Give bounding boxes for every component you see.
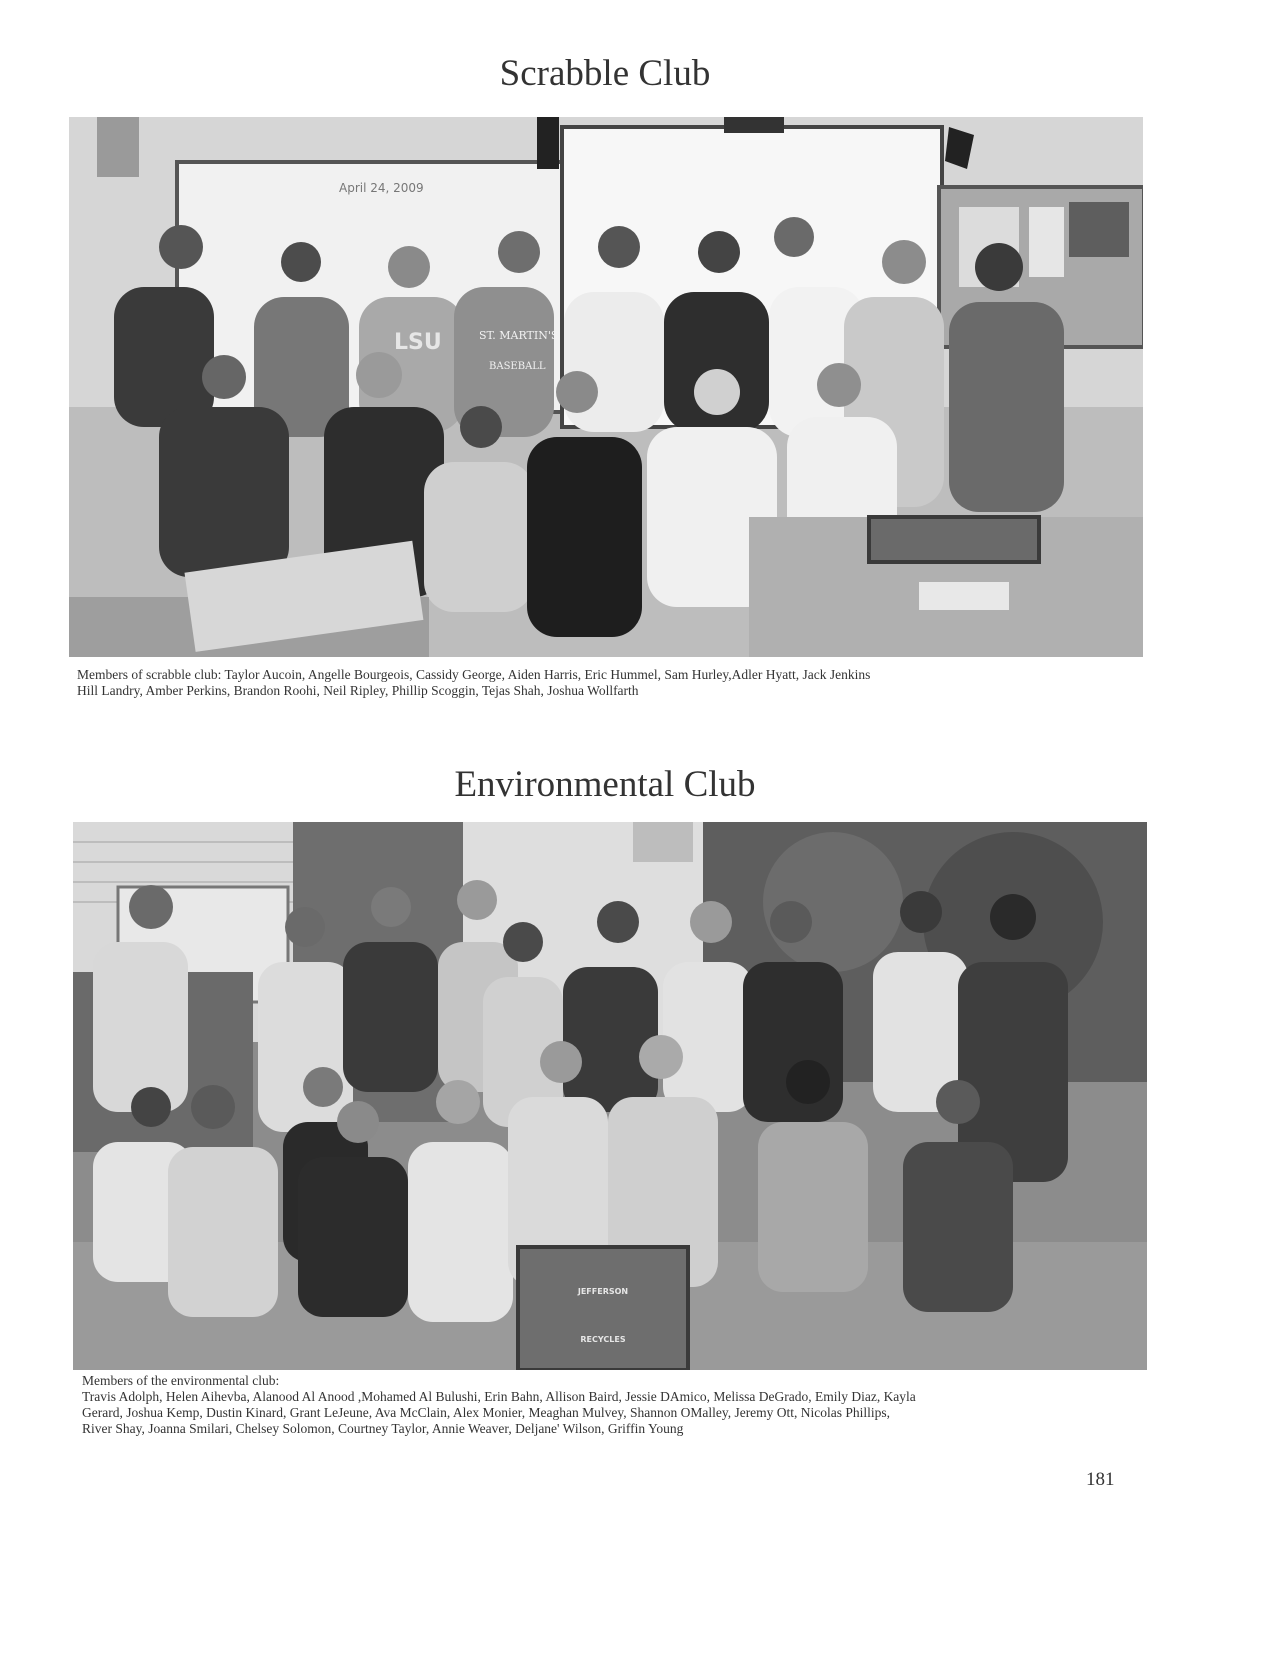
bin-text-2: RECYCLES bbox=[580, 1335, 626, 1344]
caption-line: River Shay, Joanna Smilari, Chelsey Solomon, Courtney Taylor, Annie Weaver, Deljane' Wilson, Griffin Young bbox=[82, 1421, 684, 1436]
scrabble-club-caption bbox=[77, 667, 1137, 699]
sweatshirt-text-2: BASEBALL bbox=[489, 361, 546, 372]
sweatshirt-text-1: ST. MARTIN'S bbox=[479, 329, 559, 342]
environmental-club-group-photo bbox=[73, 822, 1147, 1370]
caption-line: Gerard, Joshua Kemp, Dustin Kinard, Grant LeJeune, Ava McClain, Alex Monier, Meaghan Mulvey, Shannon OMalley, Jeremy Ott, Nicolas Phillips, bbox=[82, 1405, 891, 1420]
whiteboard-date: April 24, 2009 bbox=[339, 181, 424, 195]
bin-text-1: JEFFERSON bbox=[577, 1287, 629, 1296]
scrabble-club-title: Scrabble Club bbox=[499, 53, 711, 94]
caption-line: Hill Landry, Amber Perkins, Brandon Roohi, Neil Ripley, Phillip Scoggin, Tejas Shah, Joshua Wollfarth bbox=[77, 683, 639, 698]
page-number: 181 bbox=[1086, 1469, 1115, 1490]
environmental-club-title: Environmental Club bbox=[454, 764, 756, 805]
hoodie-text: LSU bbox=[394, 330, 442, 355]
caption-line: Travis Adolph, Helen Aihevba, Alanood Al Anood ,Mohamed Al Bulushi, Erin Bahn, Allison Baird, Jessie DAmico, Melissa DeGrado, Emily Diaz, Kayla bbox=[82, 1389, 916, 1404]
scrabble-club-group-photo bbox=[69, 117, 1143, 657]
caption-line: Members of scrabble club: Taylor Aucoin, Angelle Bourgeois, Cassidy George, Aiden Harris, Eric Hummel, Sam Hurley,Adler Hyatt, Jack Jenkins bbox=[77, 667, 871, 682]
caption-line: Members of the environmental club: bbox=[82, 1373, 280, 1388]
environmental-club-caption bbox=[82, 1373, 1142, 1437]
